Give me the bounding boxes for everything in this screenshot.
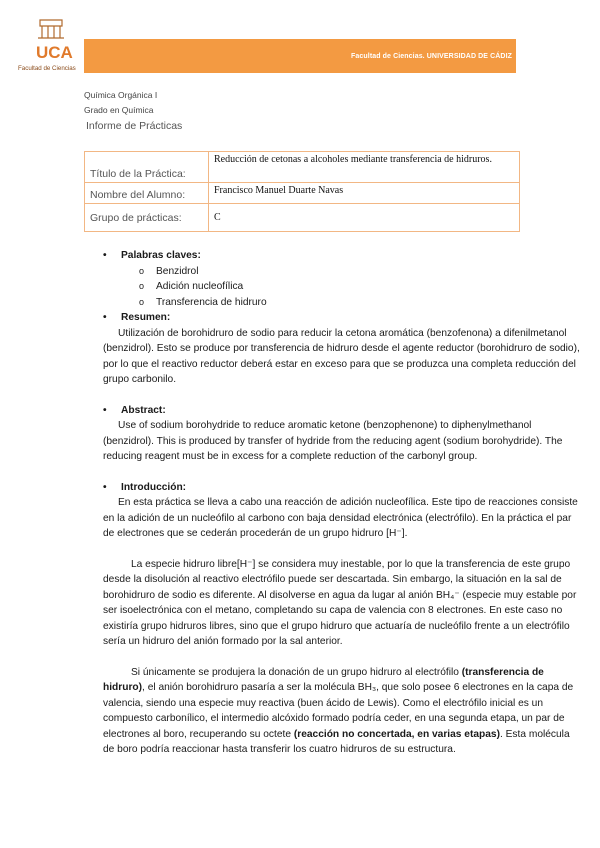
logo-acronym: UCA — [36, 43, 73, 62]
practice-info-table — [84, 151, 520, 232]
resumen-text: Utilización de borohidruro de sodio para reducir la cetona aromática (benzofenona) a difenilmetanol (benzidrol). Esto se produce por transferencia de hidruro desde el agente reductor (borohidruro de sodio), por lo que el reactivo reductor deberá estar en exceso para que se produzca una completa reducción del grupo carbonilo. — [103, 327, 580, 385]
title-label: Título de la Práctica: — [85, 152, 209, 183]
group-label: Grupo de prácticas: — [85, 204, 209, 232]
keyword-item: o Transferencia de hidruro — [103, 295, 583, 311]
intro-paragraph-3 — [103, 665, 583, 758]
course-name: Química Orgánica I — [84, 90, 158, 100]
resumen-heading: • Resumen: — [103, 310, 583, 326]
intro-p3-bold: (reacción no concertada, en varias etapas) — [293, 728, 500, 740]
intro-p3-part: , el anión borohidruro pasaría a ser la molécula BH₃, que solo posee 6 electrones en la capa de valencia, siendo una especie muy reactiva (buen ácido de Lewis). Como el electrófilo inicial es un compuesto carbonílico, el intermedio alcóxido formado podría ceder, en una segunda etapa, un par de electrones al boro, recuperando su octete — [103, 682, 574, 740]
abstract-text: Use of sodium borohydride to reduce aromatic ketone (benzophenone) to diphenylmethanol (benzidrol). This is produced by transfer of hydride from the reducing agent (sodium borohydride). The reducing reagent must be in excess for a complete reduction of the carbonyl group. — [103, 420, 563, 462]
university-logo — [14, 16, 86, 74]
keywords-heading: • Palabras claves: — [103, 248, 583, 264]
table-row — [85, 152, 520, 183]
keyword-item: o Adición nucleofílica — [103, 279, 583, 295]
abstract-heading: • Abstract: — [103, 403, 583, 419]
intro-p3-bold: (transferencia de hidruro) — [103, 666, 544, 693]
logo-caption: Facultad de Ciencias — [18, 65, 76, 72]
uca-emblem-icon — [14, 16, 86, 74]
report-body — [103, 248, 583, 758]
introduccion-heading: • Introducción: — [103, 480, 583, 496]
keyword-item: o Benzidrol — [103, 264, 583, 280]
student-label: Nombre del Alumno: — [85, 183, 209, 204]
intro-paragraph-1: En esta práctica se lleva a cabo una reacción de adición nucleofílica. Este tipo de reacciones consiste en la adición de un nucleófilo al carbono con baja densidad electrónica (electrófilo). En la práctica el par de electrones que se cederán procederán de un grupo hidruro [H⁻]. — [103, 497, 578, 539]
intro-paragraph-2: La especie hidruro libre[H⁻] se considera muy inestable, por lo que la transferencia de este grupo desde la disolución al reactivo electrófilo puede ser descartada. Sin embargo, la situación en la sal de borohidruro de sodio es diferente. Al disolverse en agua da lugar al anión BH₄⁻ (especie muy estable por ser isoelectrónica con el metano, completando su capa de valencia con 8 electrones. En este caso no existiría grupo hidruros libres, sino que el grupo hidruro que actuaría de nucleófilo frente a un electrófilo sería un hidruro del anión formado por la sal anterior. — [103, 558, 577, 647]
intro-p3-part: Si únicamente se produjera la donación de un grupo hidruro al electrófilo — [131, 666, 462, 678]
faculty-banner-text: Facultad de Ciencias. UNIVERSIDAD DE CÁDIZ — [351, 53, 512, 60]
student-value: Francisco Manuel Duarte Navas — [209, 183, 520, 204]
title-value: Reducción de cetonas a alcoholes mediante transferencia de hidruros. — [209, 152, 520, 183]
report-title: Informe de Prácticas — [86, 120, 183, 132]
intro-p3-part: . Esta molécula de boro podría reaccionar hasta transferir los cuatro hidruros de su estructura. — [103, 728, 570, 755]
table-row — [85, 183, 520, 204]
degree-name: Grado en Química — [84, 105, 154, 115]
group-value: C — [209, 204, 520, 232]
table-row — [85, 204, 520, 232]
